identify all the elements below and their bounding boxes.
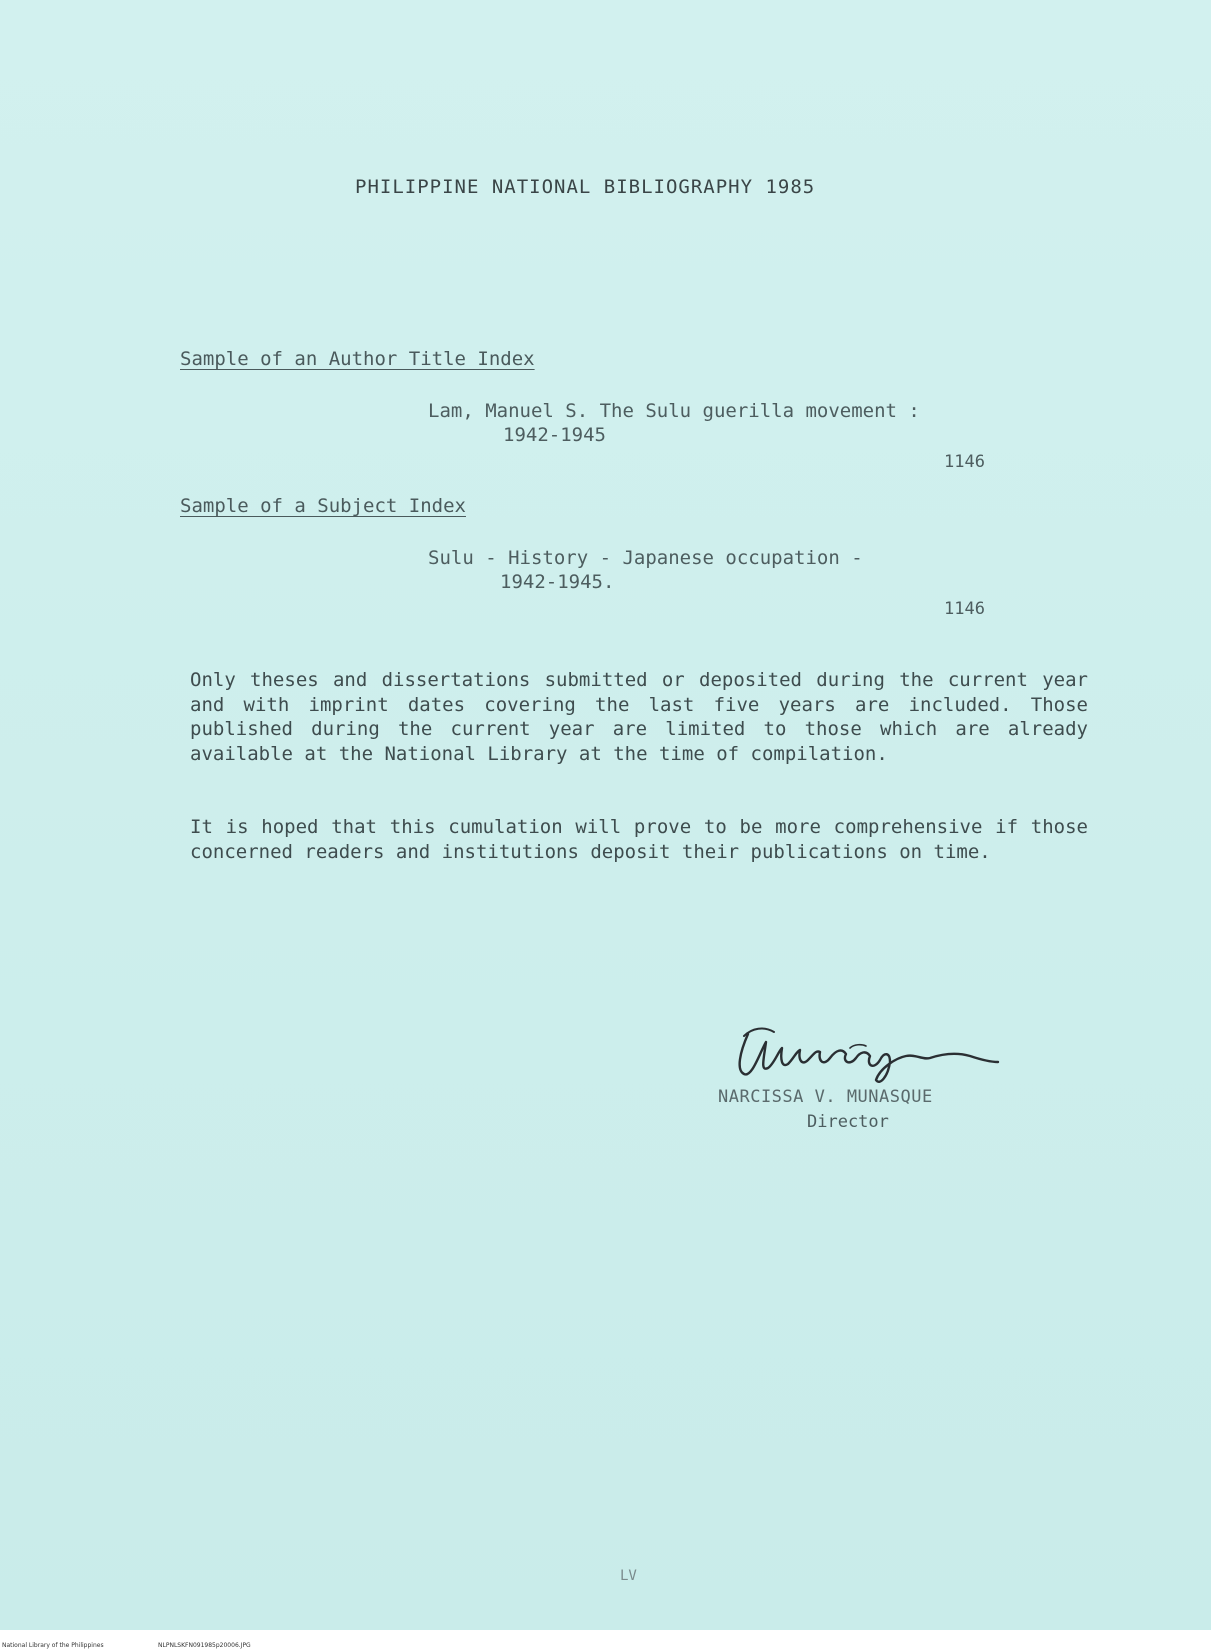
author-index-heading: Sample of an Author Title Index <box>180 348 535 370</box>
signature-image <box>730 1022 1020 1092</box>
signer-name: NARCISSA V. MUNASQUE <box>718 1087 933 1107</box>
subject-entry-number: 1146 <box>944 599 985 619</box>
subject-entry-line: Sulu - History - Japanese occupation - <box>428 547 863 569</box>
subject-entry-years: 1942-1945. <box>500 571 615 593</box>
subject-index-heading: Sample of a Subject Index <box>180 495 466 517</box>
author-entry-number: 1146 <box>944 452 985 472</box>
author-entry-years: 1942-1945 <box>503 424 606 446</box>
inclusion-paragraph: Only theses and dissertations submitted or deposited during the current year and with imprint dates covering the last five years are included. Those published during the current year are limited to those which are already available at the National Library at the time of compilation. <box>190 669 1088 765</box>
footer-file-label: NLPNLSKFN091985p20006.JPG <box>158 1642 251 1649</box>
footer-source-label: National Library of the Philippines <box>2 1642 104 1649</box>
page-number: LV <box>620 1568 637 1584</box>
signer-title: Director <box>807 1112 889 1132</box>
deposit-paragraph: It is hoped that this cumulation will prove to be more comprehensive if those concerned readers and institutions deposit their publications on time. <box>190 816 1088 863</box>
author-entry-line: Lam, Manuel S. The Sulu guerilla movement : <box>428 400 920 422</box>
page-title: PHILIPPINE NATIONAL BIBLIOGRAPHY 1985 <box>355 176 816 198</box>
